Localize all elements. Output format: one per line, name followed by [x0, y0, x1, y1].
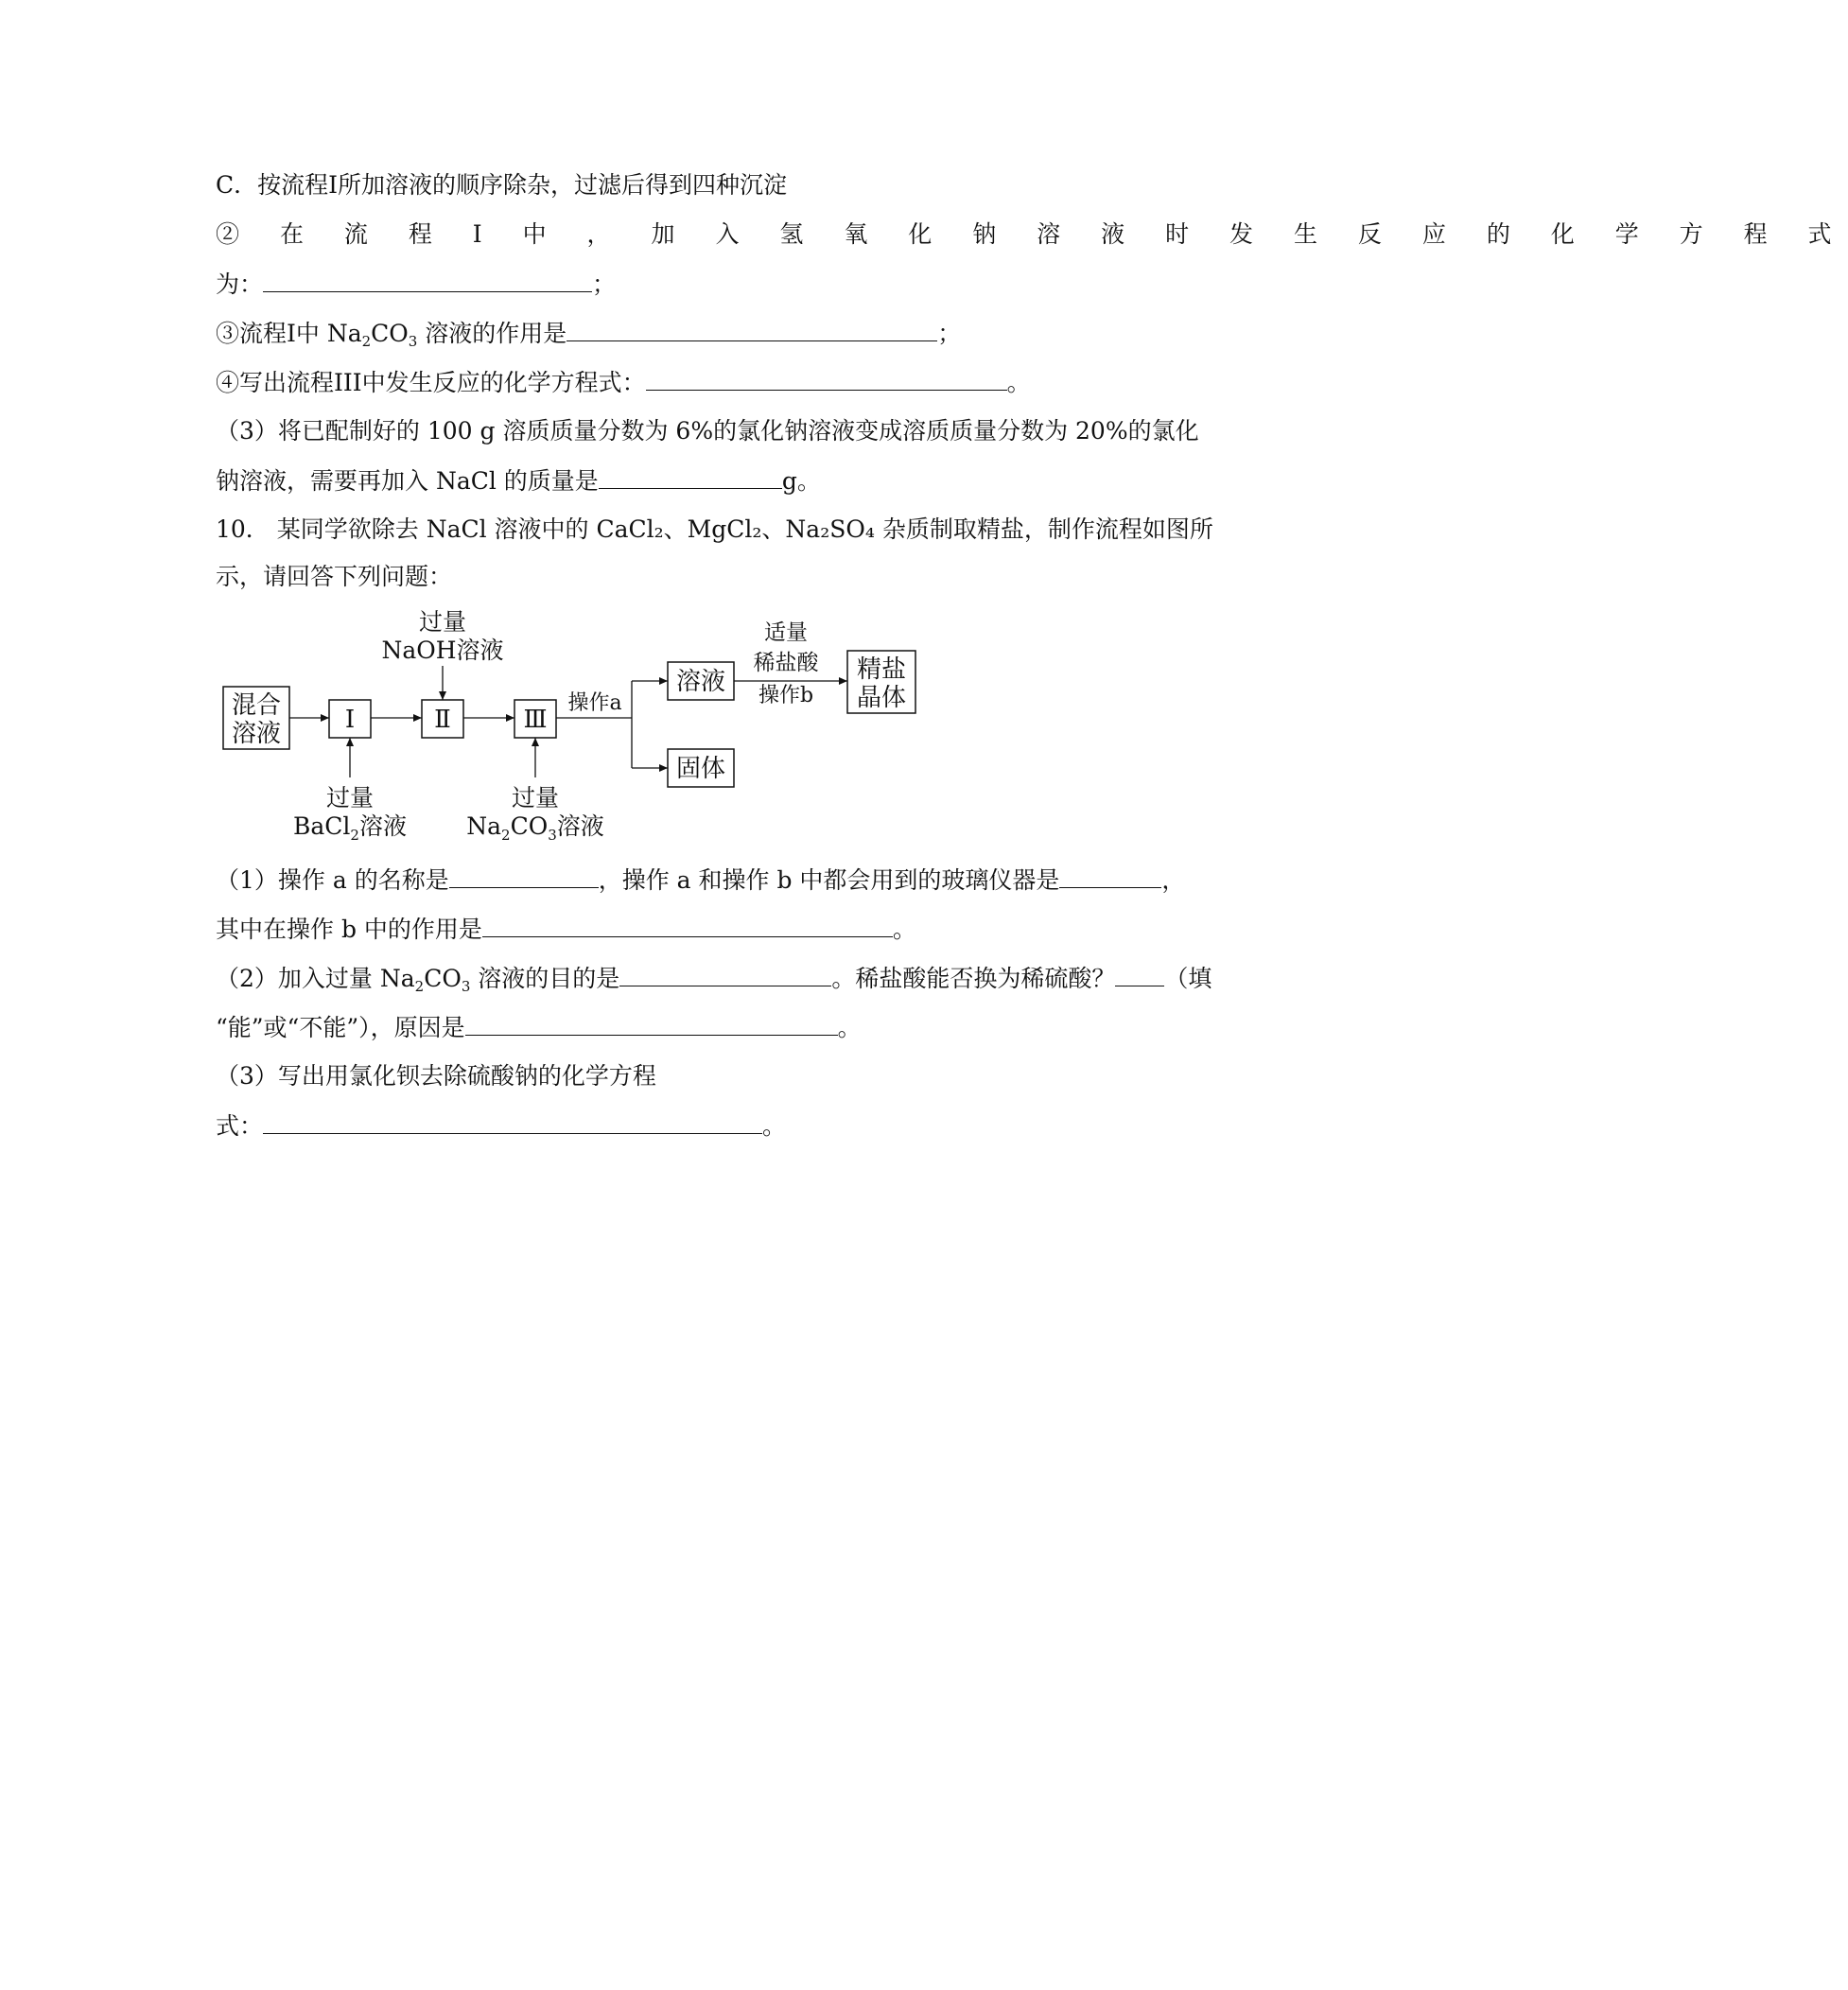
na2co3-co: CO	[510, 812, 549, 840]
part-3-line-1: （3）将已配制好的 100 g 溶质质量分数为 6%的氯化钠溶液变成溶质质量分数为 20%的氯化	[216, 417, 1199, 445]
formula-part: CO	[424, 965, 462, 992]
answer-3-line-1: （3）写出用氯化钡去除硫酸钠的化学方程	[216, 1062, 656, 1090]
answer-2-line-2	[216, 1010, 1209, 1048]
question-3-prefix: ③流程I中 Na	[216, 320, 362, 347]
answer-blank-reason[interactable]	[465, 1010, 838, 1036]
box-solution-label: 溶液	[675, 668, 726, 696]
answer-1-line-2-prefix: 其中在操作 b 中的作用是	[216, 916, 482, 943]
part-3-suffix: g。	[781, 467, 821, 495]
answer-blank-equation[interactable]	[263, 1108, 762, 1134]
formula-part: CO	[371, 320, 409, 347]
box-salt-line-2: 晶体	[856, 684, 907, 712]
box-step-3-label: Ⅲ	[523, 706, 548, 734]
subscript: 2	[414, 978, 425, 995]
answer-2-line-2-suffix: 。	[837, 1014, 862, 1041]
question-3-line	[216, 316, 1209, 354]
box-solid-label: 固体	[675, 755, 726, 783]
part-3-prefix: 钠溶液，需要再加入 NaCl 的质量是	[216, 467, 599, 495]
answer-1-line-2-suffix: 。	[892, 916, 916, 943]
part-3-line-2	[216, 463, 1209, 501]
bacl2-subscript: 2	[350, 827, 359, 844]
bacl2-excess-label: 过量	[325, 784, 375, 812]
na2co3-excess-label: 过量	[511, 784, 560, 812]
bacl2-solution-word: 溶液	[358, 812, 407, 840]
question-2-line-1	[216, 218, 1848, 255]
answer-3-prefix: 式：	[216, 1112, 264, 1140]
operation-b-label: 操作b	[758, 684, 814, 707]
na2co3-na: Na	[466, 812, 502, 840]
answer-blank-operation-a[interactable]	[449, 863, 599, 888]
subscript: 3	[408, 333, 418, 350]
answer-2-line-2-prefix: “能”或“不能”），原因是	[216, 1014, 465, 1041]
box-mixed-line-2: 溶液	[231, 720, 282, 748]
na2co3-solution-word: 溶液	[556, 812, 604, 840]
answer-2-mid-2: 。稀盐酸能否换为稀硫酸？	[831, 965, 1116, 992]
naoh-solution-label: NaOH溶液	[381, 637, 504, 664]
hcl-name-label: 稀盐酸	[753, 651, 819, 675]
answer-blank-p3[interactable]	[599, 463, 782, 489]
question-2-text: ② 在 流 程 I 中 ， 加 入 氢 氧 化 钠 溶 液 时 发 生 反 应 的 化 学 方 程 式	[216, 220, 1848, 248]
box-salt-line-1: 精盐	[856, 655, 907, 684]
answer-1-prefix: （1）操作 a 的名称是	[216, 866, 449, 894]
subscript: 3	[461, 978, 471, 995]
question-3-suffix: ；	[937, 320, 962, 347]
answer-blank-glassware[interactable]	[1059, 863, 1161, 888]
na2co3-solution-label	[466, 812, 604, 844]
answer-blank-q4[interactable]	[646, 365, 1007, 391]
question-10-line-1: 10． 某同学欲除去 NaCl 溶液中的 CaCl₂、MgCl₂、Na₂SO₄ 杂质制取精盐，制作流程如图所	[216, 515, 1213, 543]
answer-2-prefix: （2）加入过量 Na	[216, 965, 415, 992]
answer-1-line-1	[216, 863, 1209, 900]
answer-2-line-1	[216, 961, 1212, 999]
question-2-line-2	[216, 267, 1209, 305]
option-c-text: C．按流程I所加溶液的顺序除杂，过滤后得到四种沉淀	[216, 171, 788, 199]
question-2-prefix: 为：	[216, 271, 264, 298]
flow-diagram	[216, 602, 972, 847]
question-4-prefix: ④写出流程III中发生反应的化学方程式：	[216, 369, 646, 396]
box-mixed-line-1: 混合	[231, 691, 282, 720]
question-2-suffix: ；	[592, 271, 617, 298]
answer-1-line-2	[216, 912, 1209, 950]
na2co3-sub-3: 3	[548, 827, 557, 844]
answer-blank-q3[interactable]	[567, 316, 937, 341]
hcl-amount-label: 适量	[764, 620, 808, 645]
bacl2-solution-label	[293, 812, 407, 844]
answer-1-mid: ，操作 a 和操作 b 中都会用到的玻璃仪器是	[598, 866, 1060, 894]
answer-2-suffix: （填	[1164, 965, 1212, 992]
answer-blank-q2[interactable]	[263, 267, 592, 292]
na2co3-sub-2: 2	[501, 827, 511, 844]
question-10-line-2: 示，请回答下列问题：	[216, 563, 453, 590]
answer-blank-purpose[interactable]	[482, 912, 893, 937]
answer-blank-na2co3-purpose[interactable]	[619, 961, 831, 986]
box-step-2-label: Ⅱ	[434, 706, 451, 734]
answer-3-suffix: 。	[762, 1112, 787, 1140]
box-step-1-label: Ⅰ	[344, 706, 356, 734]
question-3-mid: 溶液的作用是	[417, 320, 567, 347]
subscript: 2	[361, 333, 372, 350]
answer-blank-can-replace[interactable]	[1115, 961, 1164, 986]
naoh-excess-label: 过量	[418, 608, 467, 636]
question-4-line	[216, 365, 1209, 403]
question-4-suffix: 。	[1006, 369, 1031, 396]
answer-1-suffix: ，	[1161, 866, 1186, 894]
bacl2-formula: BaCl	[293, 812, 351, 840]
operation-a-label: 操作a	[567, 691, 622, 715]
answer-3-line-2	[216, 1108, 1209, 1146]
answer-2-mid-1: 溶液的目的是	[470, 965, 620, 992]
